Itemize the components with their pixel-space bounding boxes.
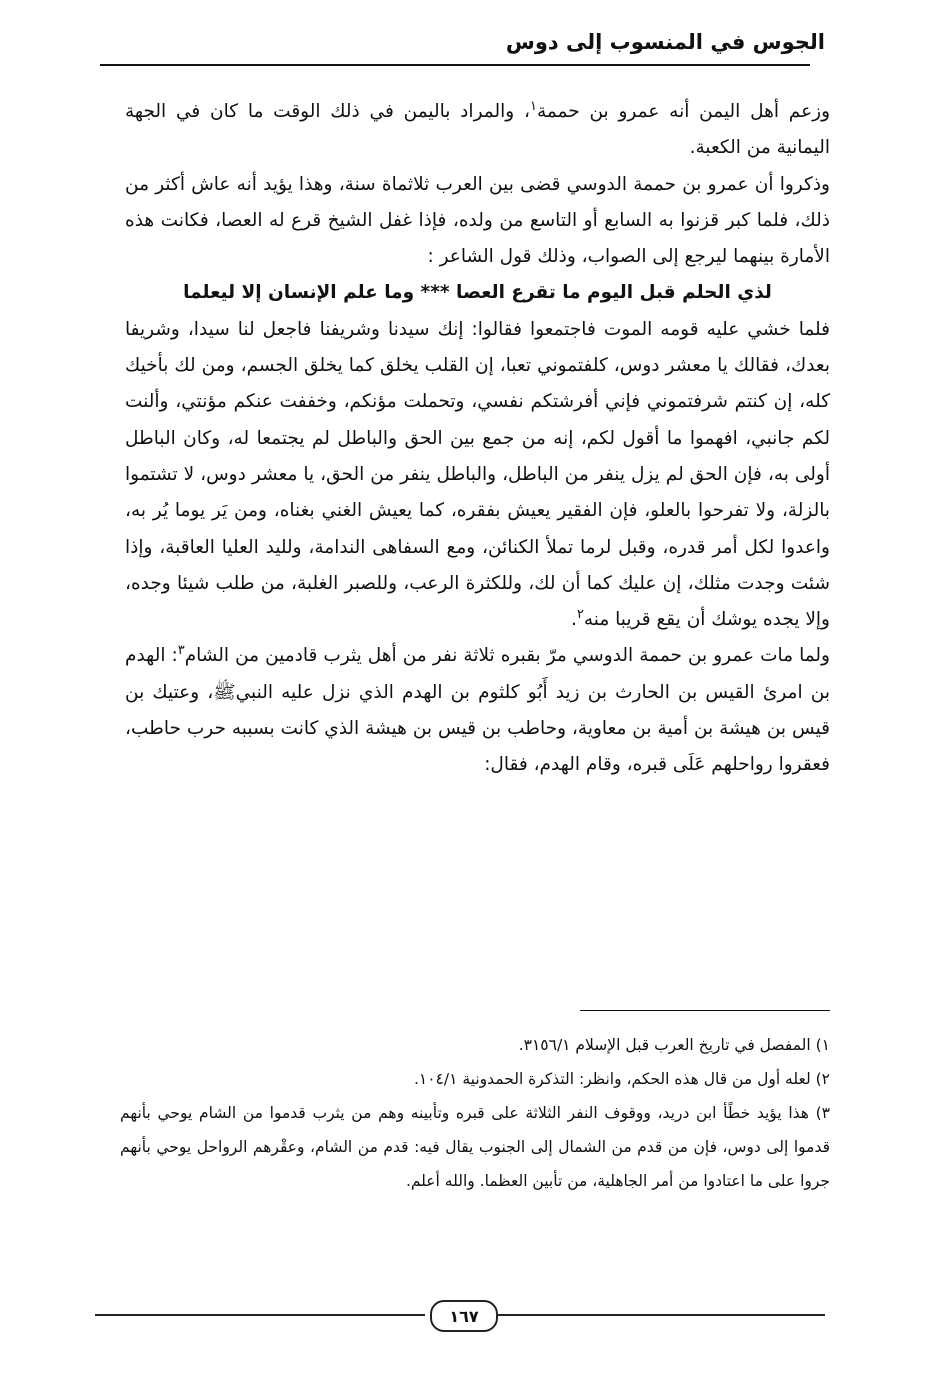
paragraph-3-end: .	[571, 609, 577, 631]
footnote-ref-2[interactable]: ٢	[576, 607, 584, 622]
running-header-title: الجوس في المنسوب إلى دوس	[505, 30, 825, 54]
paragraph-3-text: فلما خشي عليه قومه الموت فاجتمعوا فقالوا: إنك سيدنا وشريفنا فاجعل لنا سيدا، وشريفا بعدك، فقالك يا معشر دوس، كلفتموني تعبا، إن القلب يخلق كما يخلق الجسم، ومن لك بأخيك كله، إن كنتم شرفتموني فإني أفرشتكم نفسي، وتحملت مؤنكم، وخففت عنكم مؤنتي، وألنت لكم جانبي، افهموا ما أقول لكم، إنه من جمع بين الحق والباطل لم يجتمعا له، وكان الباطل أولى به، فإن الحق لم يزل ينفر من الباطل، والباطل ينفر من الحق، يا معشر دوس، لا تشتموا بالزلة، ولا تفرحوا بالعلو، فإن الفقير يعيش بفقره، كما يعيش الغني بغناه، ومن يَر يوما يُر به، واعدوا لكل أمر قدره، وقبل لرما تملأ الكنائن، ومع السفاهى الندامة، ولليد العليا العاقبة، وإذا شئت وجدت مثلك، إن عليك كما أن لك، وللكثرة الرعب، وللصبر الغلبة، من طلب شيئا وجده، وإلا يجده يوشك أن يقع قريبا منه	[125, 318, 830, 631]
paragraph-4-text: ولما مات عمرو بن حممة الدوسي مرّ بقبره ثلاثة نفر من أهل يثرب قادمين من الشام	[184, 645, 830, 667]
footnote-ref-3[interactable]: ٣	[177, 643, 185, 659]
footnote-3: ٣) هذا يؤيد خطًأ ابن دريد، ووقوف النفر الثلاثة على قبره وتأبينه وهم من يثرب قدموا من الشام يوحي بأنهم قدموا إلى دوس، فإن من قدم من الشمال إلى الجنوب يقال فيه: قدم من الشام، وعقْرهم الرواحل يوحي بأنهم جروا على ما اعتادوا من أمر الجاهلية، من تأبين العظما. والله أعلم.	[120, 1104, 830, 1190]
footnote-2: ٢) لعله أول من قال هذه الحكم، وانظر: التذكرة الحمدونية ١٠٤/١.	[413, 1070, 830, 1088]
main-body-text	[125, 94, 830, 784]
paragraph-4-rest: : الهدم بن امرئ القيس بن الحارث بن زيد أَبُو كلثوم بن الهدم الذي نزل عليه النبيﷺ، وعتيك بن قيس بن هيشة بن أمية بن معاوية، وحاطب بن قيس بن هيشة الذي كانت بسببه حرب حاطب، فعقروا رواحلهم عَلَى قبره، وقام الهدم، فقال:	[125, 645, 830, 776]
paragraph-2: وذكروا أن عمرو بن حممة الدوسي قضى بين العرب ثلاثماة سنة، وهذا يؤيد أنه عاش أكثر من ذلك، فلما كبر قزنوا به السابع أو التاسع من ولده، فإذا غفل الشيخ قرع له العصا، فكانت هذه الأمارة بينهما ليرجع إلى الصواب، وذلك قول الشاعر :	[125, 173, 830, 268]
footnote-1: ١) المفصل في تاريخ العرب قبل الإسلام ٣١٥٦/١.	[518, 1036, 830, 1054]
paragraph-4	[125, 638, 830, 783]
header-divider	[100, 64, 810, 66]
paragraph-1	[125, 94, 830, 167]
footer-line-right	[495, 1314, 825, 1316]
paragraph-3	[125, 312, 830, 639]
footnote-divider	[580, 1010, 830, 1011]
footer-line-left	[95, 1314, 425, 1316]
page-number: ١٦٧	[430, 1300, 498, 1332]
poetry-verse: لذي الحلم قبل اليوم ما تقرع العصا *** وما علم الإنسان إلا ليعلما	[183, 282, 772, 304]
paragraph-1-rest: ، والمراد باليمن في ذلك الوقت ما كان في الجهة اليمانية من الكعبة.	[125, 101, 830, 159]
footnote-ref-1[interactable]: ١	[529, 98, 537, 114]
paragraph-1-text: وزعم أهل اليمن أنه عمرو بن حممة	[536, 101, 831, 122]
footnotes-section	[120, 1028, 830, 1198]
